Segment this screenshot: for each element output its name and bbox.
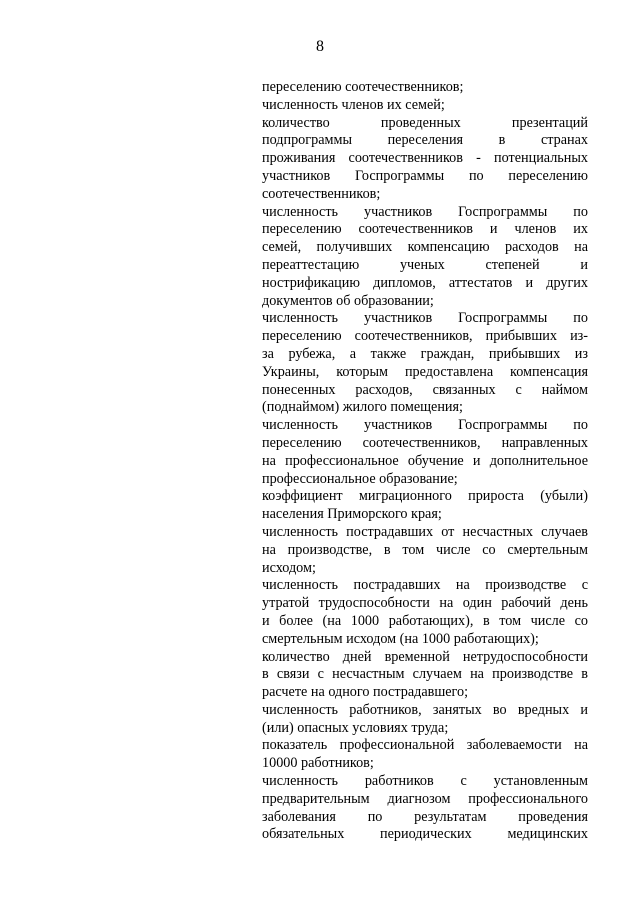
page-number: 8 [316, 38, 324, 55]
text-line: коэффициент миграционного прироста (убыли) [262, 488, 588, 505]
paragraph [262, 577, 588, 648]
paragraph [262, 488, 588, 524]
paragraph [262, 737, 588, 773]
text-line: утратой трудоспособности на один рабочий день [262, 595, 588, 612]
text-line: исходом; [262, 559, 316, 576]
text-line: численность участников Госпрограммы по [262, 310, 588, 327]
text-line: количество дней временной нетрудоспособности [262, 648, 588, 665]
text-line: численность пострадавших от несчастных случаев [262, 523, 588, 540]
text-line: семей, получивших компенсацию расходов на [262, 239, 588, 256]
text-line: нострификацию дипломов, аттестатов и других [262, 274, 588, 291]
text-line: показатель профессиональной заболеваемости на [262, 737, 588, 754]
text-line: численность пострадавших на производстве с [262, 577, 588, 594]
text-line: подпрограммы переселения в странах [262, 132, 588, 149]
text-line: предварительным диагнозом профессионального [262, 790, 588, 807]
text-line: переселению соотечественников, направленных [262, 434, 588, 451]
text-line: переселению соотечественников и членов их [262, 221, 588, 238]
text-line: участников Госпрограммы по переселению [262, 167, 588, 184]
text-line: понесенных расходов, связанных с наймом [262, 381, 588, 398]
text-line: на профессиональное обучение и дополнительное [262, 452, 588, 469]
text-line: 10000 работников; [262, 755, 374, 772]
text-line: численность работников, занятых во вредных и [262, 701, 588, 718]
document-body [262, 79, 588, 844]
text-line: в связи с несчастным случаем на производстве в [262, 666, 588, 683]
paragraph [262, 79, 588, 97]
text-line: населения Приморского края; [262, 506, 442, 523]
paragraph [262, 115, 588, 204]
text-line: за рубежа, а также граждан, прибывших из [262, 345, 588, 362]
text-line: смертельным исходом (на 1000 работающих); [262, 630, 539, 647]
text-line: соотечественников; [262, 185, 381, 202]
text-line: и более (на 1000 работающих), в том числе со [262, 612, 588, 629]
text-line: профессиональное образование; [262, 470, 458, 487]
paragraph [262, 417, 588, 488]
text-line: количество проведенных презентаций [262, 114, 588, 131]
text-line: переселению соотечественников, прибывших из- [262, 328, 588, 345]
paragraph [262, 524, 588, 577]
text-line: численность участников Госпрограммы по [262, 203, 588, 220]
text-line: Украины, которым предоставлена компенсация [262, 363, 588, 380]
text-line: документов об образовании; [262, 292, 434, 309]
paragraph [262, 97, 588, 115]
text-line: переселению соотечественников; [262, 79, 464, 95]
text-line: заболевания по результатам проведения [262, 808, 588, 825]
text-line: численность работников с установленным [262, 773, 588, 790]
text-line: численность участников Госпрограммы по [262, 417, 588, 434]
text-line: численность членов их семей; [262, 96, 445, 113]
text-line: проживания соотечественников - потенциальных [262, 150, 588, 167]
paragraph [262, 702, 588, 738]
text-line: на производстве, в том числе со смертельным [262, 541, 588, 558]
text-line: (или) опасных условиях труда; [262, 719, 449, 736]
paragraph [262, 310, 588, 417]
text-line: (поднаймом) жилого помещения; [262, 399, 463, 416]
text-line: обязательных периодических медицинских [262, 826, 588, 843]
paragraph [262, 204, 588, 311]
text-line: переаттестацию ученых степеней и [262, 256, 588, 273]
text-line: расчете на одного пострадавшего; [262, 684, 469, 701]
paragraph [262, 773, 588, 844]
paragraph [262, 649, 588, 702]
